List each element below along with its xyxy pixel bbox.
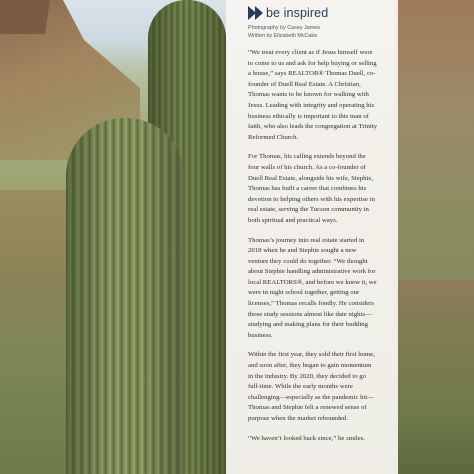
paragraph: Thomas’s journey into real estate started in 2018 when he and Stephie sought a new venture they could do together. “We thought about Stephie handling administrative work for local REALTORS®, and before we knew it, we were in night school together, getting our licenses,” Thomas recalls fondly. He considers those study sessions almost like date nights—studying and making plans for their budding business. [248,236,377,339]
paragraph: “We haven’t looked back since,” he smiles. [248,434,366,442]
article-body [248,48,398,444]
cactus-shade [66,118,184,474]
writer-credit: Written by Elizabeth McCabe [248,33,318,39]
section-title: be inspired [266,6,329,20]
article-panel [226,0,398,474]
paragraph: For Thomas, his calling extends beyond the four walls of his church. As a co-founder of Duell Real Estate, alongside his wife, Stephie, Thomas has built a career that combines his devotion to helping others with his expertise in real estate, serving the Tucson community in both spiritual and practical ways. [248,153,375,224]
double-chevron-right-icon [248,6,262,20]
photo-credit: Photography by Casey James [248,25,320,31]
desert-ground [394,280,474,474]
paragraph: Within the first year, they sold their first home, and soon after, they began to gain momentum in the industry. By 2020, they decided to go full-time. While the early months were challenging—especially as the pandemic hit—Thomas and Stephie felt a renewed sense of purpose when the market rebounded. [248,351,375,422]
section-header [248,6,398,20]
paragraph: “We treat every client as if Jesus himself were to come to us and ask for help buying or selling a house,” says REALTOR® Thomas Duell, co-founder of Duell Real Estate. A Christian, Thomas wants to be known for walking with Jesus. Leading with integrity and operating his business ethically is important to this man of faith, who also leads the congregation at Trinity Reformed Church. [248,49,377,141]
credits [248,24,398,40]
rock-cliff [0,0,50,34]
